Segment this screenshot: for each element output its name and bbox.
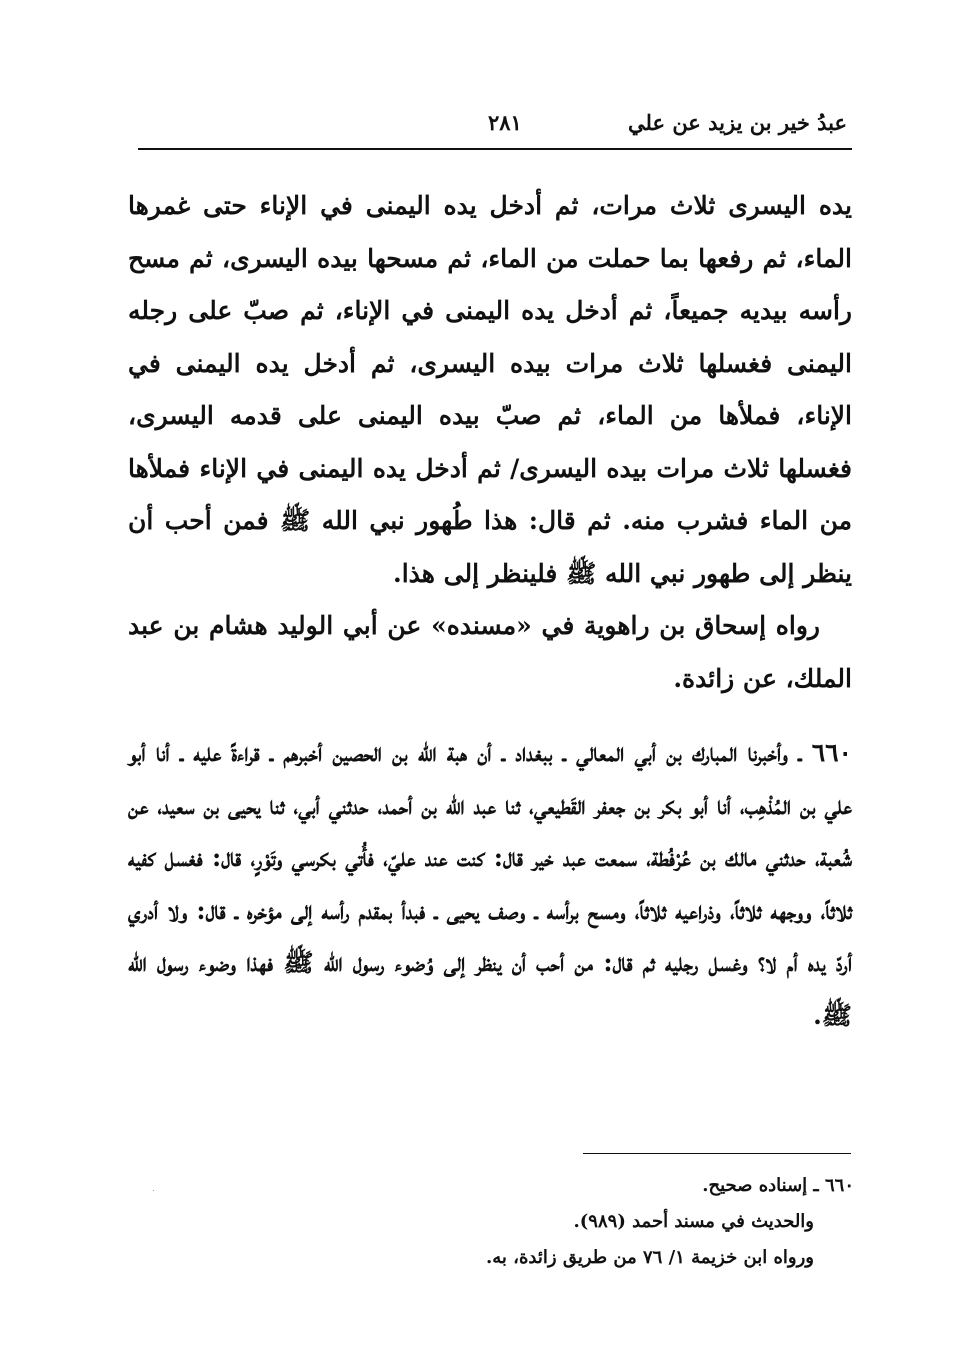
- running-header-title: عبدُ خير بن يزيد عن علي: [628, 110, 847, 135]
- header-divider: [138, 148, 852, 150]
- paragraph-narration-note: رواه إسحاق بن راهوية في «مسنده» عن أبي الوليد هشام بن عبد الملك، عن زائدة.: [128, 611, 852, 693]
- paragraph-hadith-continuation: يده اليسرى ثلاث مرات، ثم أدخل يده اليمنى في الإناء حتى غمرها الماء، ثم رفعها بما حملت من الماء، ثم مسحها بيده اليسرى، ثم مسح رأسه بيديه جميعاً، ثم أدخل يده اليمنى في الإناء، ثم صبّ على رجله اليمنى فغسلها ثلاث مرات بيده اليسرى، ثم أدخل يده اليمنى في الإناء، فملأها من الماء، ثم صبّ بيده اليمنى على قدمه اليسرى، فغسلها ثلاث مرات بيده اليسرى/ ثم أدخل يده اليمنى في الإناء فملأها من الماء فشرب منه. ثم قال: هذا طُهور نبي الله ﷺ فمن أحب أن ينظر إلى طهور نبي الله ﷺ فلينظر إلى هذا.: [128, 191, 852, 588]
- page-number: ٢٨١: [488, 110, 522, 135]
- paragraph-hadith-660: ٦٦٠ ـ وأخبرنا المبارك بن أبي المعالي ـ ببغداد ـ أن هبة الله بن الحصين أخبرهم ـ قراءةً عليه ـ أنا أبو علي بن المُذْهِب، أنا أبو بكر بن جعفر القَطيعي، ثنا عبد الله بن أحمد، حدثني أبي، ثنا يحيى بن سعيد، عن شُعبة، حدثني مالك بن عُرْفُطة، سمعت عبد خير قال: كنت عند عليّ، فأُتي بكرسي وتَوْرٍ، قال: فغسل كفيه ثلاثاً، ووجهه ثلاثاً، وذراعيه ثلاثاً، ومسح برأسه ـ وصف يحيى ـ فبدأ بمقدم رأسه إلى مؤخره ـ قال: ولا أدري أردّ يده أم لا؟ وغسل رجليه ثم قال: من أحب أن ينظر إلى وُضوء رسول الله ﷺ فهذا وضوء رسول الله ﷺ.: [128, 738, 852, 1030]
- scan-speck: [153, 1190, 154, 1191]
- footnote-divider: [583, 1153, 851, 1154]
- footnote-line: ورواه ابن خزيمة ١/ ٧٦ من طريق زائدة، به.: [485, 1247, 814, 1268]
- footnotes: [234, 1168, 854, 1276]
- footnote-line: ٦٦٠ ـ إسناده صحيح.: [702, 1175, 854, 1196]
- footnote-line: والحديث في مسند أحمد (٩٨٩).: [573, 1211, 814, 1232]
- main-text: [128, 180, 852, 1042]
